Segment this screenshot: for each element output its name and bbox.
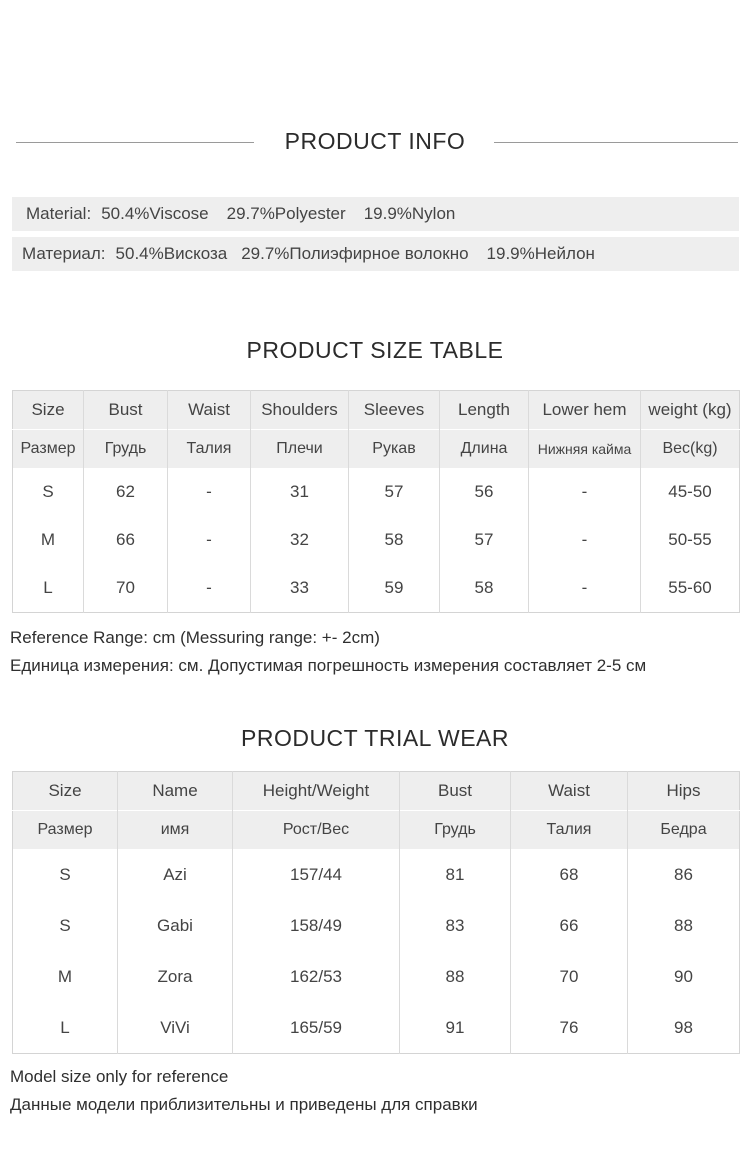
table-cell: - [168,564,251,613]
table-cell: 157/44 [233,849,400,900]
table-cell: 58 [349,516,440,564]
table-cell: 56 [440,468,529,516]
table-cell: M [57,966,73,986]
table-cell: - [529,516,641,564]
table-cell: 50-55 [641,516,740,564]
table-cell: 90 [628,951,740,1002]
table-cell: 59 [349,564,440,613]
table-cell: 98 [628,1002,740,1054]
table-cell: 58 [440,564,529,613]
table-cell: 31 [251,468,349,516]
trial-header-en [13,772,740,811]
table-row [13,564,740,613]
table-cell: 83 [400,900,511,951]
header-cell: Рост/Вес [233,811,400,850]
table-cell: 88 [400,951,511,1002]
header-cell: Грудь [84,430,168,469]
material-item: 19.9%Нейлон [486,244,595,263]
table-cell: S [42,482,54,501]
header-cell: Рукав [349,430,440,469]
material-item: 50.4%Вискоза [115,244,228,263]
table-cell: 158/49 [233,900,400,951]
header-cell: Size [13,772,118,811]
table-row [13,468,740,516]
header-cell: Waist [168,391,251,430]
table-cell: 81 [400,849,511,900]
table-cell: 70 [511,951,628,1002]
trial-header-ru [13,811,740,850]
header-cell: Длина [440,430,529,469]
table-cell: 57 [349,468,440,516]
table-cell: Zora [118,951,233,1002]
table-cell: L [43,578,53,597]
header-cell: Bust [400,772,511,811]
size-note-ru: Единица измерения: см. Допустимая погрешность измерения составляет 2-5 см [10,656,647,675]
header-cell: имя [118,811,233,850]
table-cell: L [60,1017,70,1037]
size-header-en [13,391,740,430]
table-row [13,849,740,900]
table-cell: Gabi [118,900,233,951]
table-cell: ViVi [118,1002,233,1054]
material-label: Material: [26,204,92,223]
table-cell: S [59,915,71,935]
size-header-ru [13,430,740,469]
table-cell: 88 [628,900,740,951]
table-cell: - [168,468,251,516]
table-cell: S [59,864,71,884]
header-cell: Hips [628,772,740,811]
header-cell: Sleeves [349,391,440,430]
table-cell: M [40,530,56,549]
material-label: Материал: [22,244,106,263]
trial-wear-table [12,771,740,1054]
table-cell: - [529,564,641,613]
table-cell: 162/53 [233,951,400,1002]
table-cell: 57 [440,516,529,564]
size-table-title: PRODUCT SIZE TABLE [246,337,504,363]
material-item: 50.4%Viscose [101,204,209,223]
header-cell: Плечи [251,430,349,469]
header-cell: Вес(kg) [641,430,740,469]
material-row-ru [12,237,739,271]
table-cell: 62 [84,468,168,516]
table-cell: 66 [511,900,628,951]
material-item: 19.9%Nylon [363,204,456,223]
header-cell: Size [13,391,84,430]
header-cell: Shoulders [251,391,349,430]
table-cell: 45-50 [641,468,740,516]
table-cell: - [168,516,251,564]
material-row-en [12,197,739,231]
table-cell: 55-60 [641,564,740,613]
material-item: 29.7%Полиэфирное волокно [241,244,469,263]
header-cell: Lower hem [529,391,641,430]
header-cell: Length [440,391,529,430]
trial-note-en: Model size only for reference [10,1067,229,1086]
trial-wear-title: PRODUCT TRIAL WEAR [241,725,509,751]
header-cell: Name [118,772,233,811]
table-cell: 165/59 [233,1002,400,1054]
table-cell: 32 [251,516,349,564]
table-cell: 68 [511,849,628,900]
header-cell: Height/Weight [233,772,400,811]
header-cell: Размер [13,811,118,850]
material-item: 29.7%Polyester [226,204,346,223]
table-cell: - [529,468,641,516]
table-cell: Azi [118,849,233,900]
header-cell: Размер [13,430,84,469]
table-cell: 70 [84,564,168,613]
size-note-en: Reference Range: cm (Messuring range: +- 2cm) [10,628,380,647]
trial-note-ru: Данные модели приблизительны и приведены для справки [10,1095,478,1114]
table-cell: 91 [400,1002,511,1054]
table-cell: 33 [251,564,349,613]
table-cell: 86 [628,849,740,900]
table-cell: 66 [84,516,168,564]
table-row [13,900,740,951]
header-cell: Грудь [400,811,511,850]
header-cell: Bust [84,391,168,430]
header-cell: weight (kg) [641,391,740,430]
table-row [13,951,740,1002]
header-cell: Талия [168,430,251,469]
header-cell: Бедра [628,811,740,850]
table-cell: 76 [511,1002,628,1054]
table-row [13,516,740,564]
size-table [12,390,740,613]
header-cell: Waist [511,772,628,811]
product-info-title: PRODUCT INFO [284,128,466,154]
header-cell: Нижняя кайма [529,430,641,469]
table-row [13,1002,740,1054]
header-cell: Талия [511,811,628,850]
